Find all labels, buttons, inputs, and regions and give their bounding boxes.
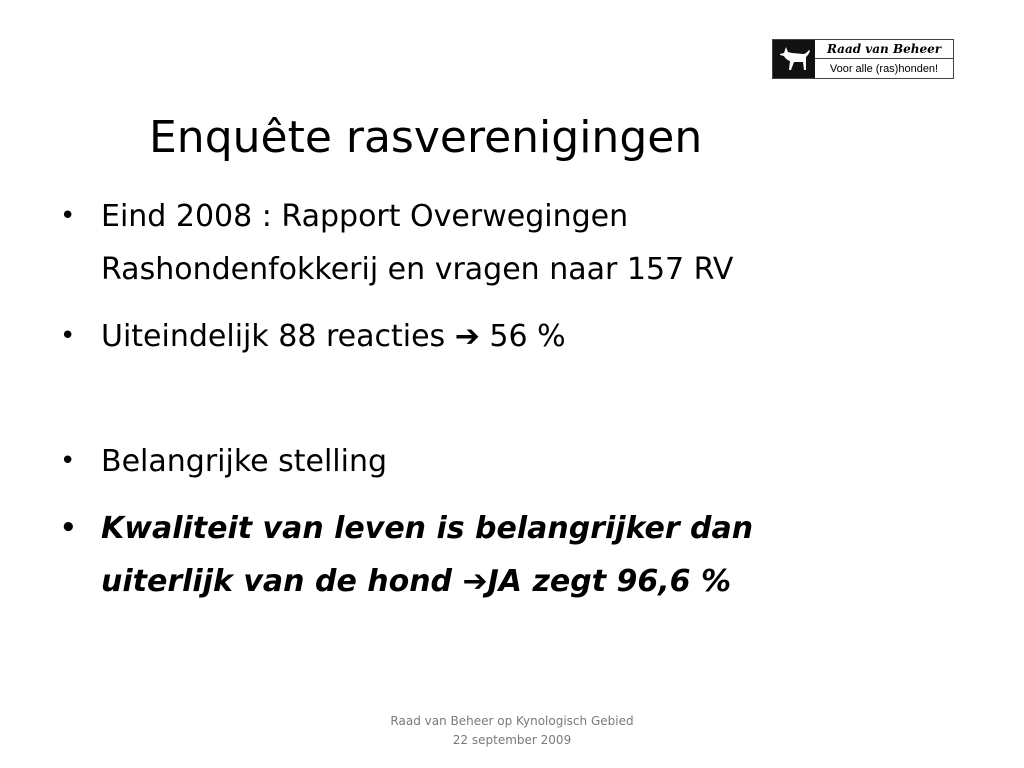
bullet-icon: •	[60, 446, 76, 476]
bullet-text: 56 %	[489, 319, 566, 354]
footer-date: 22 september 2009	[452, 733, 572, 747]
footer	[362, 712, 662, 750]
bullet-text-line: Kwaliteit van leven is belangrijker dan	[101, 511, 754, 546]
slide-title: Enquête rasverenigingen	[149, 112, 703, 163]
bullet-item	[60, 502, 960, 608]
bullet-text-line: Eind 2008 : Rapport Overwegingen	[101, 199, 629, 234]
bullet-text: Uiteindelijk 88 reacties	[101, 319, 446, 354]
bullet-icon: •	[60, 321, 76, 351]
bullet-item	[60, 435, 960, 488]
bullet-list	[60, 190, 960, 622]
bullet-item	[60, 190, 960, 296]
bullet-text-line: Rashondenfokkerij en vragen naar 157 RV	[101, 252, 734, 287]
logo	[772, 39, 954, 79]
footer-organization: Raad van Beheer op Kynologisch Gebied	[390, 714, 634, 728]
logo-name: Raad van Beheer	[815, 40, 953, 59]
bullet-text-line: uiterlijk van de hond	[101, 564, 453, 599]
bullet-icon: •	[60, 513, 77, 543]
bullet-text: Belangrijke stelling	[101, 444, 388, 479]
arrow-right-icon: ➔	[462, 564, 488, 599]
bullet-icon: •	[60, 201, 76, 231]
arrow-right-icon: ➔	[454, 319, 480, 354]
bullet-text-line: JA zegt 96,6 %	[487, 564, 732, 599]
bullet-item	[60, 310, 960, 363]
logo-tagline: Voor alle (ras)honden!	[829, 63, 939, 75]
logo-text	[815, 40, 953, 78]
dog-silhouette-icon	[773, 40, 815, 78]
